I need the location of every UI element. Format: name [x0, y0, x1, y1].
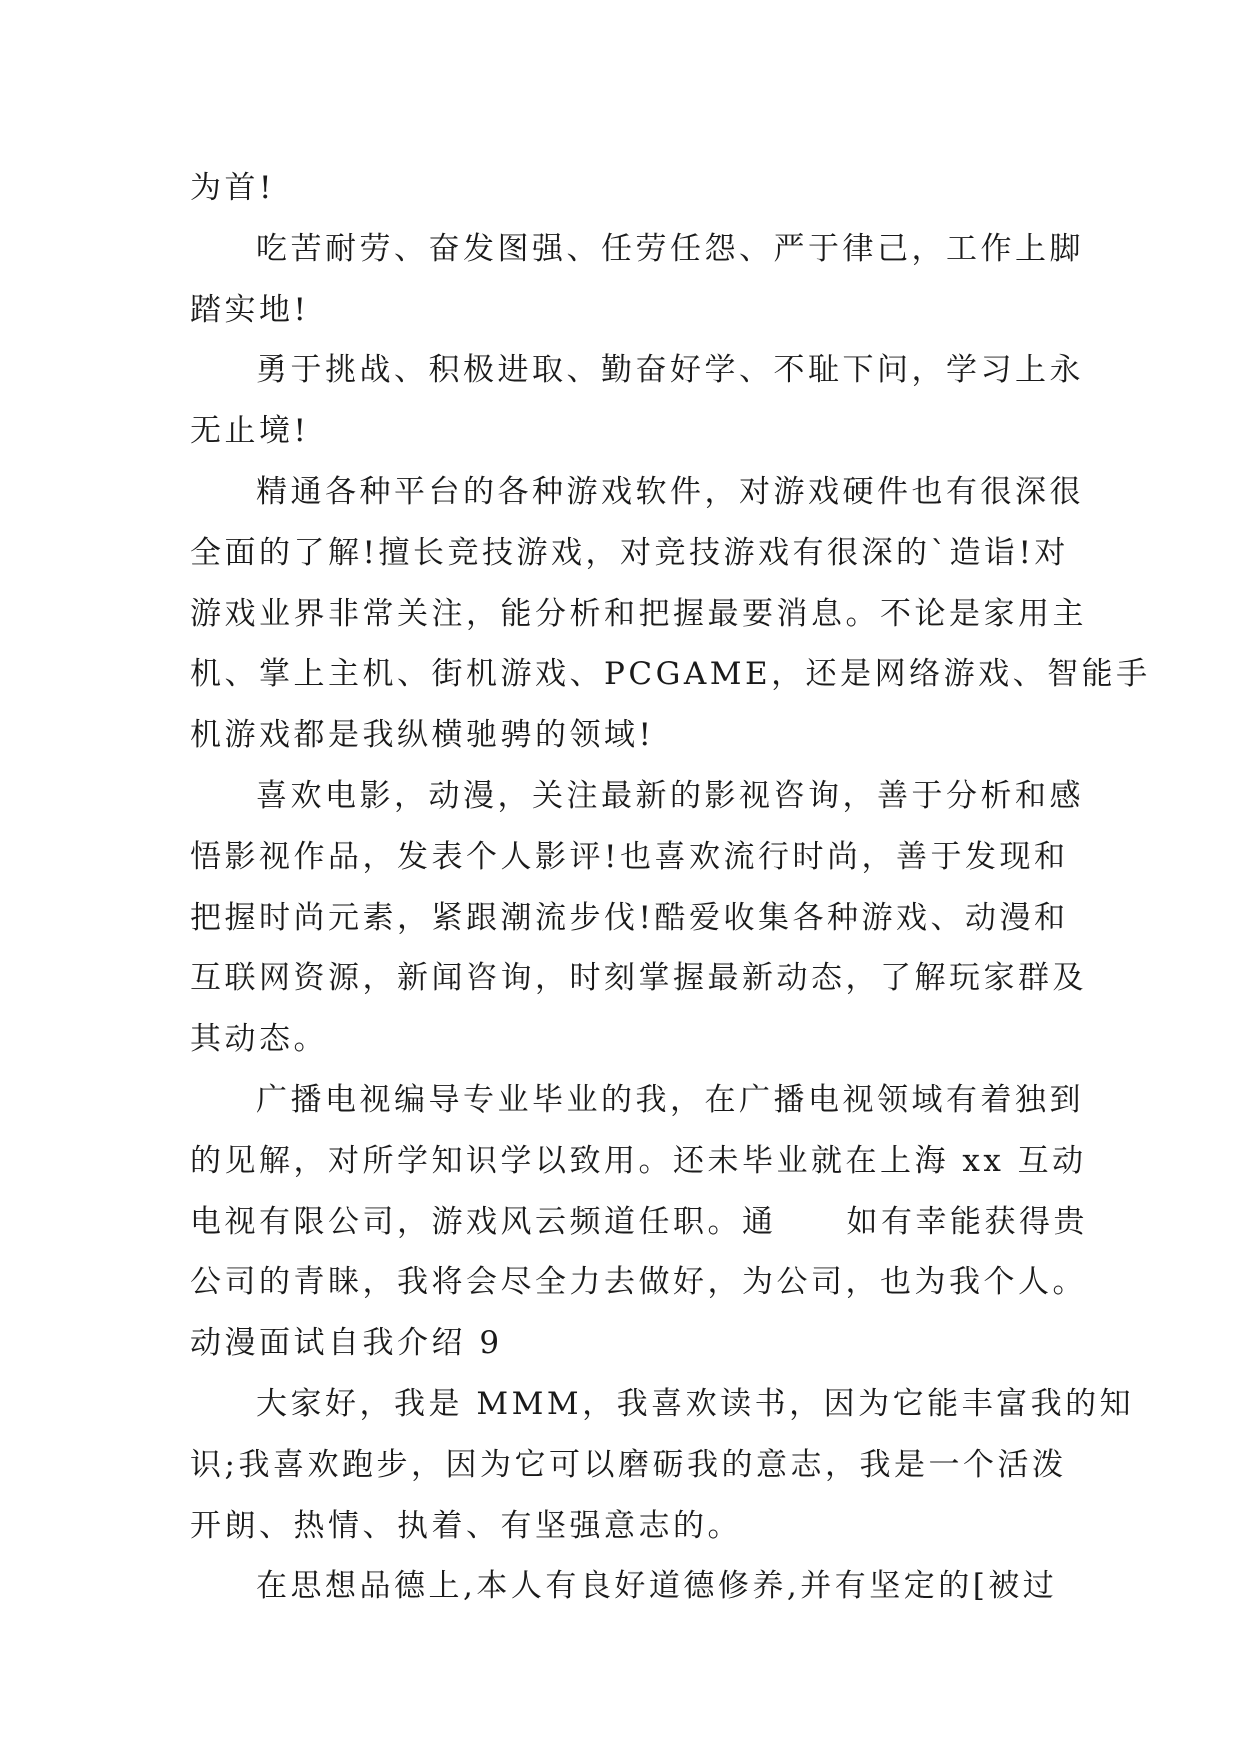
text-line: 无止境!: [190, 413, 310, 450]
text-line: 识;我喜欢跑步，因为它可以磨砺我的意志，我是一个活泼: [190, 1446, 1067, 1483]
paragraph-start-line: 广播电视编导专业毕业的我，在广播电视领域有着独到: [256, 1081, 1084, 1118]
paragraph-start-line: 吃苦耐劳、奋发图强、任劳任怨、严于律己，工作上脚: [256, 230, 1084, 267]
text-line: 把握时尚元素，紧跟潮流步伐!酷爱收集各种游戏、动漫和: [190, 899, 1069, 936]
text-fragment-right: 如有幸能获得贵: [846, 1203, 1088, 1240]
text-line: 为首!: [190, 170, 275, 206]
text-fragment-left: 电视有限公司，游戏风云频道任职。通: [190, 1203, 777, 1240]
text-line: 的见解，对所学知识学以致用。还未毕业就在上海 xx 互动: [190, 1142, 1087, 1179]
text-line: 机、掌上主机、街机游戏、PCGAME，还是网络游戏、智能手: [190, 656, 1151, 693]
paragraph-start-line: 在思想品德上,本人有良好道德修养,并有坚定的[被过: [256, 1568, 1058, 1605]
text-line: 机游戏都是我纵横驰骋的领域!: [190, 717, 655, 754]
text-line: 其动态。: [190, 1021, 328, 1058]
text-line-with-gap: [190, 1192, 1088, 1253]
text-line: 踏实地!: [190, 291, 310, 328]
paragraph-start-line: 喜欢电影，动漫，关注最新的影视咨询，善于分析和感: [256, 777, 1084, 814]
text-line: 公司的青睐，我将会尽全力去做好，为公司，也为我个人。: [190, 1264, 1087, 1301]
text-line: 悟影视作品，发表个人影评!也喜欢流行时尚，善于发现和: [190, 838, 1069, 875]
paragraph-start-line: 大家好，我是 MMM，我喜欢读书，因为它能丰富我的知: [256, 1385, 1135, 1422]
paragraph-start-line: 勇于挑战、积极进取、勤奋好学、不耻下问，学习上永: [256, 352, 1084, 389]
paragraph-start-line: 精通各种平台的各种游戏软件，对游戏硬件也有很深很: [256, 473, 1084, 510]
text-line: 游戏业界非常关注，能分析和把握最要消息。不论是家用主: [190, 595, 1087, 632]
section-heading: 动漫面试自我介绍 9: [190, 1325, 503, 1362]
text-line: 全面的了解!擅长竞技游戏，对竞技游戏有很深的`造诣!对: [190, 534, 1069, 571]
text-line: 互联网资源，新闻咨询，时刻掌握最新动态，了解玩家群及: [190, 960, 1087, 997]
document-body: [190, 158, 1151, 1617]
text-line: 开朗、热情、执着、有坚强意志的。: [190, 1507, 742, 1544]
